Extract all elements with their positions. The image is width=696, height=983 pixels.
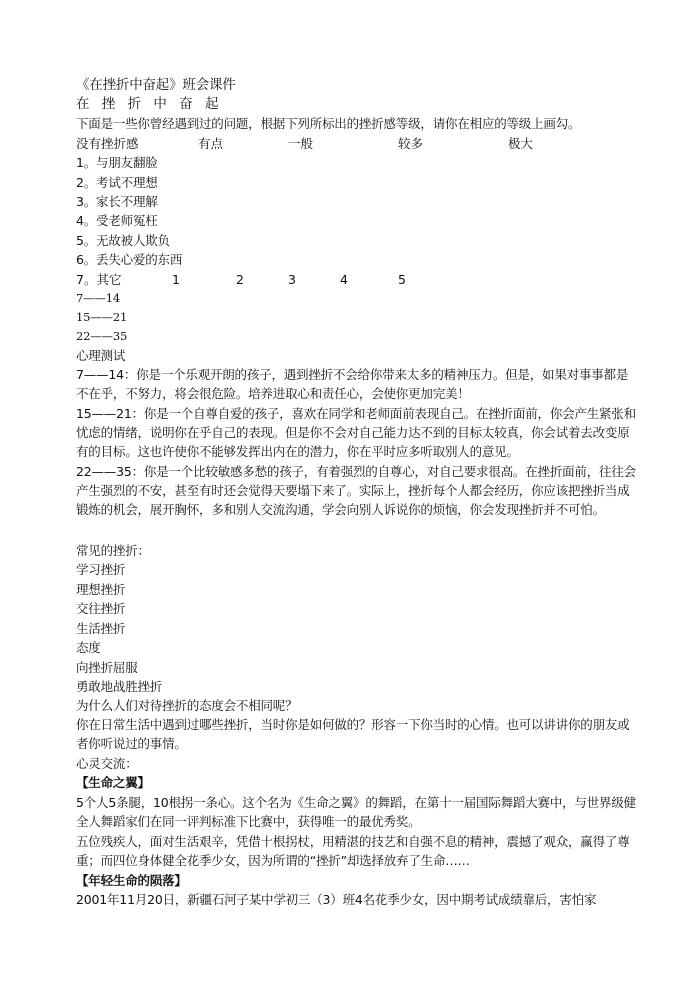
score-label: 4	[340, 272, 348, 287]
question-daily: 你在日常生活中遇到过哪些挫折，当时你是如何做的？形容一下你当时的心情。也可以讲讲你的朋友或者你听说过的事情。	[76, 717, 630, 751]
story2-paragraph-1: 2001年11月20日，新疆石河子某中学初三（3）班4名花季少女，因中期考试成绩靠后，害怕家	[76, 892, 597, 907]
story1-paragraph-1: 5个人5条腿，10根拐一条心。这个名为《生命之翼》的舞蹈，在第十一届国际舞蹈大赛中，与世界级健全人舞蹈家们在同一评判标准下比赛中，获得唯一的最优秀奖。	[76, 795, 636, 829]
score-row	[76, 270, 636, 289]
test-result-3: 22——35：你是一个比较敏感多愁的孩子，有着强烈的自尊心，对自己要求很高。在挫折面前，往往会产生强烈的不安，甚至有时还会觉得天要塌下来了。实际上，挫折每个人都会经历，你应该把挫折当成锻炼的机会，展开胸怀，多和别人交流沟通，学会向别人诉说你的烦恼，你会发现挫折并不可怕。	[76, 464, 636, 517]
question-item: 1。与朋友翻脸	[76, 155, 158, 170]
story2-title: 【年轻生命的陨落】	[76, 873, 187, 888]
level-header-row	[76, 134, 636, 153]
level-little: 有点	[198, 136, 224, 151]
attitude-item: 勇敢地战胜挫折	[76, 679, 163, 694]
heart-heading: 心灵交流：	[76, 756, 138, 771]
score-label: 3	[288, 272, 296, 287]
attitude-heading: 态度	[76, 640, 101, 655]
score-label: 2	[236, 272, 244, 287]
document-subtitle: 在 挫 折 中 奋 起	[76, 96, 223, 112]
common-item: 交往挫折	[76, 601, 126, 616]
level-none: 没有挫折感	[76, 136, 139, 151]
question-item: 6。丢失心爱的东西	[76, 252, 183, 267]
question-item: 2。考试不理想	[76, 175, 158, 190]
attitude-item: 向挫折屈服	[76, 660, 138, 675]
test-result-1: 7——14：你是一个乐观开朗的孩子，遇到挫折不会给你带来太多的精神压力。但是，如果对事事都是不在乎，不努力，将会很危险。培养进取心和责任心，会使你更加完美！	[76, 367, 629, 401]
test-heading: 心理测试	[76, 348, 126, 363]
common-item: 生活挫折	[76, 621, 126, 636]
question-item: 7。其它	[76, 272, 122, 287]
intro-text: 下面是一些你曾经遇到过的问题，根据下列所标出的挫折感等级，请你在相应的等级上画勾。	[76, 116, 581, 131]
level-medium: 一般	[288, 136, 314, 151]
level-more: 较多	[398, 136, 424, 151]
level-extreme: 极大	[508, 136, 534, 151]
common-heading: 常见的挫折：	[76, 543, 150, 558]
story1-title: 【生命之翼】	[76, 775, 150, 790]
question-item: 4。受老师冤枉	[76, 213, 158, 228]
question-why: 为什么人们对待挫折的态度会不相同呢？	[76, 698, 298, 713]
story1-paragraph-2: 五位残疾人，面对生活艰辛，凭借十根拐杖，用精湛的技艺和自强不息的精神，震撼了观众，赢得了尊重；而四位身体健全花季少女，因为所谓的“挫折”却选择放弃了生命……	[76, 834, 630, 868]
question-item: 5。无故被人欺负	[76, 233, 170, 248]
courseware-title: 《在挫折中奋起》班会课件	[76, 77, 236, 93]
score-range: 22——35	[76, 329, 128, 343]
common-item: 理想挫折	[76, 582, 126, 597]
score-range: 15——21	[76, 310, 128, 324]
test-result-2: 15——21：你是一个自尊自爱的孩子，喜欢在同学和老师面前表现自己。在挫折面前，你会产生紧张和忧虑的情绪，说明你在乎自己的表现。但是你不会对自己能力达不到的目标太较真，你会试着去改变原有的目标。这也许使你不能够发挥出内在的潜力，你在平时应多听取别人的意见。	[76, 406, 636, 459]
score-range: 7——14	[76, 291, 120, 305]
score-label: 1	[172, 272, 180, 287]
question-item: 3。家长不理解	[76, 194, 158, 209]
score-label: 5	[398, 272, 406, 287]
common-item: 学习挫折	[76, 562, 126, 577]
